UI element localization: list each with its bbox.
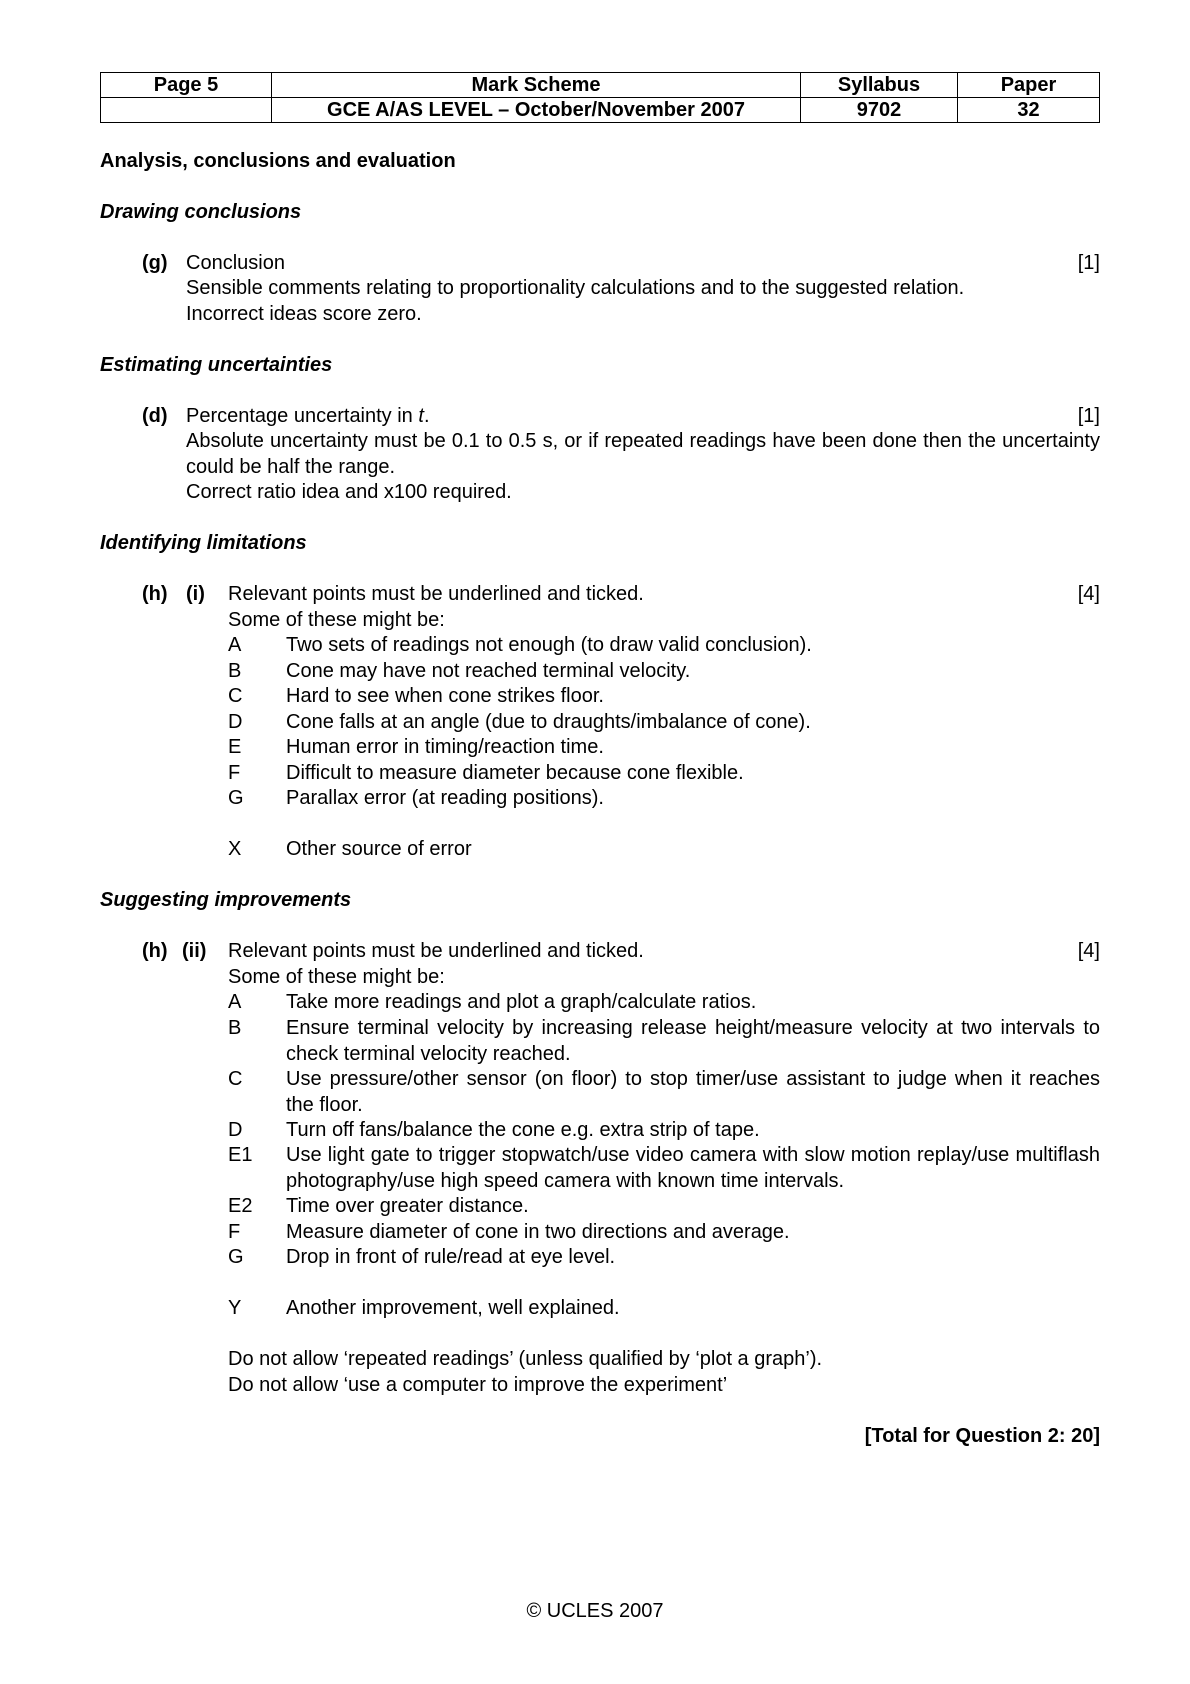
limitation-key: D bbox=[228, 711, 243, 733]
limitation-text: Parallax error (at reading positions). bbox=[286, 787, 604, 809]
improvements-sub: Some of these might be: bbox=[228, 966, 445, 988]
improvement-text: Drop in front of rule/read at eye level. bbox=[286, 1246, 616, 1268]
limitation-key: E bbox=[228, 736, 242, 758]
limitation-text: Difficult to measure diameter because cone flexible. bbox=[286, 762, 744, 784]
limitations-sub: Some of these might be: bbox=[228, 609, 445, 631]
estimating-label: (d) bbox=[142, 405, 168, 427]
drawing-label: (g) bbox=[142, 252, 168, 274]
limitation-key: C bbox=[228, 685, 243, 707]
header-empty-cell bbox=[101, 98, 272, 123]
estimating-mark: [1] bbox=[1077, 405, 1100, 427]
limitation-text: Cone may have not reached terminal velocity. bbox=[286, 660, 691, 682]
improvement-text: Use light gate to trigger stopwatch/use video camera with slow motion replay/use multiflash photography/use high speed camera with known time intervals. bbox=[286, 1144, 1100, 1192]
estimating-heading: Estimating uncertainties bbox=[100, 354, 333, 376]
limitation-key: A bbox=[228, 634, 242, 656]
header-paper-label: Paper bbox=[958, 73, 1100, 98]
improvement-key: E2 bbox=[228, 1195, 253, 1217]
limitations-mark: [4] bbox=[1077, 583, 1100, 605]
header-paper: 32 bbox=[958, 98, 1100, 123]
drawing-line2: Incorrect ideas score zero. bbox=[186, 303, 422, 325]
improvement-text: Ensure terminal velocity by increasing release height/measure velocity at two intervals to check terminal velocity reached. bbox=[286, 1017, 1100, 1065]
estimating-title-var: t bbox=[418, 405, 424, 427]
estimating-title-end: . bbox=[423, 405, 430, 427]
header-table bbox=[100, 72, 1100, 123]
improvement-text: Turn off fans/balance the cone e.g. extra strip of tape. bbox=[286, 1119, 760, 1141]
drawing-heading: Drawing conclusions bbox=[100, 201, 302, 223]
header-title: Mark Scheme bbox=[272, 73, 801, 98]
header-syllabus-label: Syllabus bbox=[801, 73, 958, 98]
estimating-title bbox=[186, 404, 430, 430]
estimating-line3: Correct ratio idea and x100 required. bbox=[186, 481, 512, 503]
improvement-text: Measure diameter of cone in two directions and average. bbox=[286, 1221, 790, 1243]
footer-copyright: © UCLES 2007 bbox=[526, 1600, 664, 1622]
limitation-extra-key: X bbox=[228, 838, 242, 860]
limitation-text: Cone falls at an angle (due to draughts/imbalance of cone). bbox=[286, 711, 811, 733]
drawing-mark: [1] bbox=[1077, 252, 1100, 274]
limitations-label-i: (i) bbox=[186, 583, 205, 605]
limitation-text: Human error in timing/reaction time. bbox=[286, 736, 604, 758]
improvement-key: E1 bbox=[228, 1144, 253, 1166]
limitations-intro: Relevant points must be underlined and ticked. bbox=[228, 583, 644, 605]
limitation-text: Two sets of readings not enough (to draw valid conclusion). bbox=[286, 634, 812, 656]
improvement-text: Time over greater distance. bbox=[286, 1195, 529, 1217]
improvements-mark: [4] bbox=[1077, 940, 1100, 962]
limitations-label-h: (h) bbox=[142, 583, 168, 605]
section-title: Analysis, conclusions and evaluation bbox=[100, 150, 456, 172]
improvement-extra-text: Another improvement, well explained. bbox=[286, 1297, 620, 1319]
limitation-key: F bbox=[228, 762, 241, 784]
header-syllabus: 9702 bbox=[801, 98, 958, 123]
drawing-title: Conclusion bbox=[186, 252, 285, 274]
improvements-intro: Relevant points must be underlined and ticked. bbox=[228, 940, 644, 962]
header-page: Page 5 bbox=[101, 73, 272, 98]
estimating-title-text: Percentage uncertainty in bbox=[186, 405, 419, 427]
improvements-label-h: (h) bbox=[142, 940, 168, 962]
improvement-key: D bbox=[228, 1119, 243, 1141]
limitation-key: G bbox=[228, 787, 244, 809]
improvement-text: Use pressure/other sensor (on floor) to stop timer/use assistant to judge when it reaches the floor. bbox=[286, 1068, 1100, 1116]
estimating-para: Absolute uncertainty must be 0.1 to 0.5 s, or if repeated readings have been done then the uncertainty could be half the range. bbox=[186, 430, 1100, 478]
limitation-key: B bbox=[228, 660, 242, 682]
improvement-text: Take more readings and plot a graph/calculate ratios. bbox=[286, 991, 757, 1013]
improvement-key: G bbox=[228, 1246, 244, 1268]
question-total: [Total for Question 2: 20] bbox=[864, 1425, 1100, 1447]
header-session: GCE A/AS LEVEL – October/November 2007 bbox=[272, 98, 801, 123]
improvement-key: A bbox=[228, 991, 242, 1013]
limitations-heading: Identifying limitations bbox=[100, 532, 307, 554]
limitation-extra-text: Other source of error bbox=[286, 838, 472, 860]
improvement-extra-key: Y bbox=[228, 1297, 242, 1319]
improvement-key: B bbox=[228, 1017, 242, 1039]
improvements-heading: Suggesting improvements bbox=[100, 889, 352, 911]
improvement-key: C bbox=[228, 1068, 243, 1090]
improvements-note-2: Do not allow ‘use a computer to improve the experiment’ bbox=[228, 1374, 728, 1396]
limitation-text: Hard to see when cone strikes floor. bbox=[286, 685, 604, 707]
improvement-key: F bbox=[228, 1221, 241, 1243]
improvements-note-1: Do not allow ‘repeated readings’ (unless qualified by ‘plot a graph’). bbox=[228, 1348, 823, 1370]
improvements-label-ii: (ii) bbox=[182, 940, 207, 962]
drawing-line1: Sensible comments relating to proportionality calculations and to the suggested relation. bbox=[186, 277, 965, 299]
